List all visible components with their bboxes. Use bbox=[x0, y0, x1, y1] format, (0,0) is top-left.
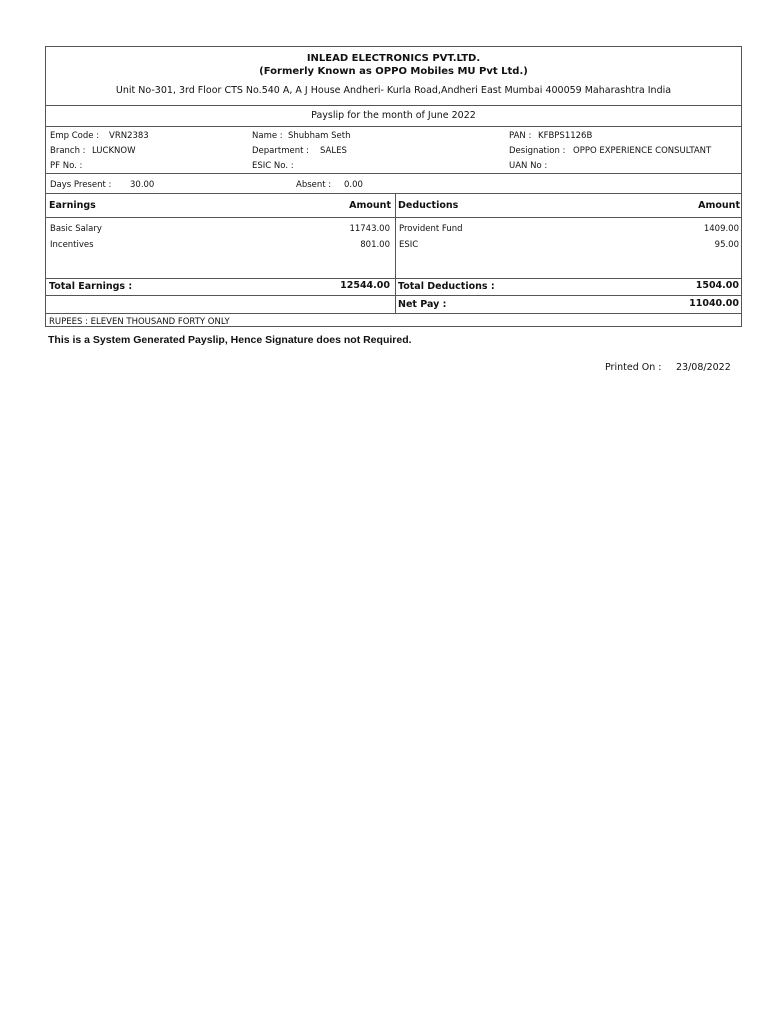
designation-value: OPPO EXPERIENCE CONSULTANT bbox=[573, 146, 712, 156]
earnings-amount-header: Amount bbox=[349, 200, 391, 211]
company-address: Unit No-301, 3rd Floor CTS No.540 A, A J House Andheri- Kurla Road,Andheri East Mumbai 400059 Maharashtra India bbox=[115, 85, 672, 96]
deduction-item-amount: 95.00 bbox=[714, 240, 739, 250]
divider bbox=[46, 105, 741, 106]
pf-label: PF No. : bbox=[50, 161, 83, 171]
earning-item-amount: 801.00 bbox=[360, 240, 390, 250]
total-earnings-value: 12544.00 bbox=[340, 280, 390, 291]
net-pay-label: Net Pay : bbox=[398, 299, 447, 310]
divider bbox=[46, 278, 741, 279]
branch-label: Branch : bbox=[50, 146, 86, 156]
name-value: Shubham Seth bbox=[288, 131, 351, 141]
divider bbox=[46, 173, 741, 174]
earning-item-label: Incentives bbox=[50, 240, 94, 250]
deduction-item-amount: 1409.00 bbox=[703, 224, 739, 234]
divider bbox=[46, 313, 741, 314]
department-label: Department : bbox=[252, 146, 310, 156]
pan-label: PAN : bbox=[509, 131, 532, 141]
earning-item-amount: 11743.00 bbox=[349, 224, 390, 234]
days-present-label: Days Present : bbox=[50, 180, 112, 190]
pan-value: KFBPS1126B bbox=[538, 131, 593, 141]
divider bbox=[46, 193, 741, 194]
uan-label: UAN No : bbox=[509, 161, 548, 171]
branch-value: LUCKNOW bbox=[92, 146, 136, 156]
payslip bbox=[45, 46, 742, 327]
emp-code-label: Emp Code : bbox=[50, 131, 100, 141]
column-divider bbox=[395, 193, 396, 295]
deductions-amount-header: Amount bbox=[698, 200, 740, 211]
designation-label: Designation : bbox=[509, 146, 566, 156]
deduction-item-label: Provident Fund bbox=[399, 224, 463, 234]
total-deductions-value: 1504.00 bbox=[695, 280, 739, 291]
payslip-title: Payslip for the month of June 2022 bbox=[311, 110, 476, 121]
name-label: Name : bbox=[252, 131, 283, 141]
divider bbox=[46, 295, 741, 296]
net-pay-value: 11040.00 bbox=[689, 298, 739, 309]
emp-code-value: VRN2383 bbox=[109, 131, 149, 141]
printed-on-date: 23/08/2022 bbox=[676, 362, 731, 373]
company-name: INLEAD ELECTRONICS PVT.LTD. bbox=[306, 53, 481, 64]
earnings-header: Earnings bbox=[49, 200, 96, 211]
printed-on-label: Printed On : bbox=[605, 362, 662, 373]
absent-value: 0.00 bbox=[344, 180, 363, 190]
total-deductions-label: Total Deductions : bbox=[398, 281, 495, 292]
deductions-header: Deductions bbox=[398, 200, 459, 211]
department-value: SALES bbox=[320, 146, 347, 156]
esic-label: ESIC No. : bbox=[252, 161, 294, 171]
column-divider bbox=[395, 295, 396, 313]
system-generated-note: This is a System Generated Payslip, Hence Signature does not Required. bbox=[48, 334, 412, 346]
divider bbox=[46, 217, 741, 218]
divider bbox=[46, 126, 741, 127]
total-earnings-label: Total Earnings : bbox=[49, 281, 133, 292]
absent-label: Absent : bbox=[296, 180, 332, 190]
company-former-name: (Formerly Known as OPPO Mobiles MU Pvt Ltd.) bbox=[259, 66, 528, 77]
amount-in-words: RUPEES : ELEVEN THOUSAND FORTY ONLY bbox=[49, 317, 230, 327]
deduction-item-label: ESIC bbox=[399, 240, 419, 250]
days-present-value: 30.00 bbox=[130, 180, 155, 190]
earning-item-label: Basic Salary bbox=[50, 224, 102, 234]
